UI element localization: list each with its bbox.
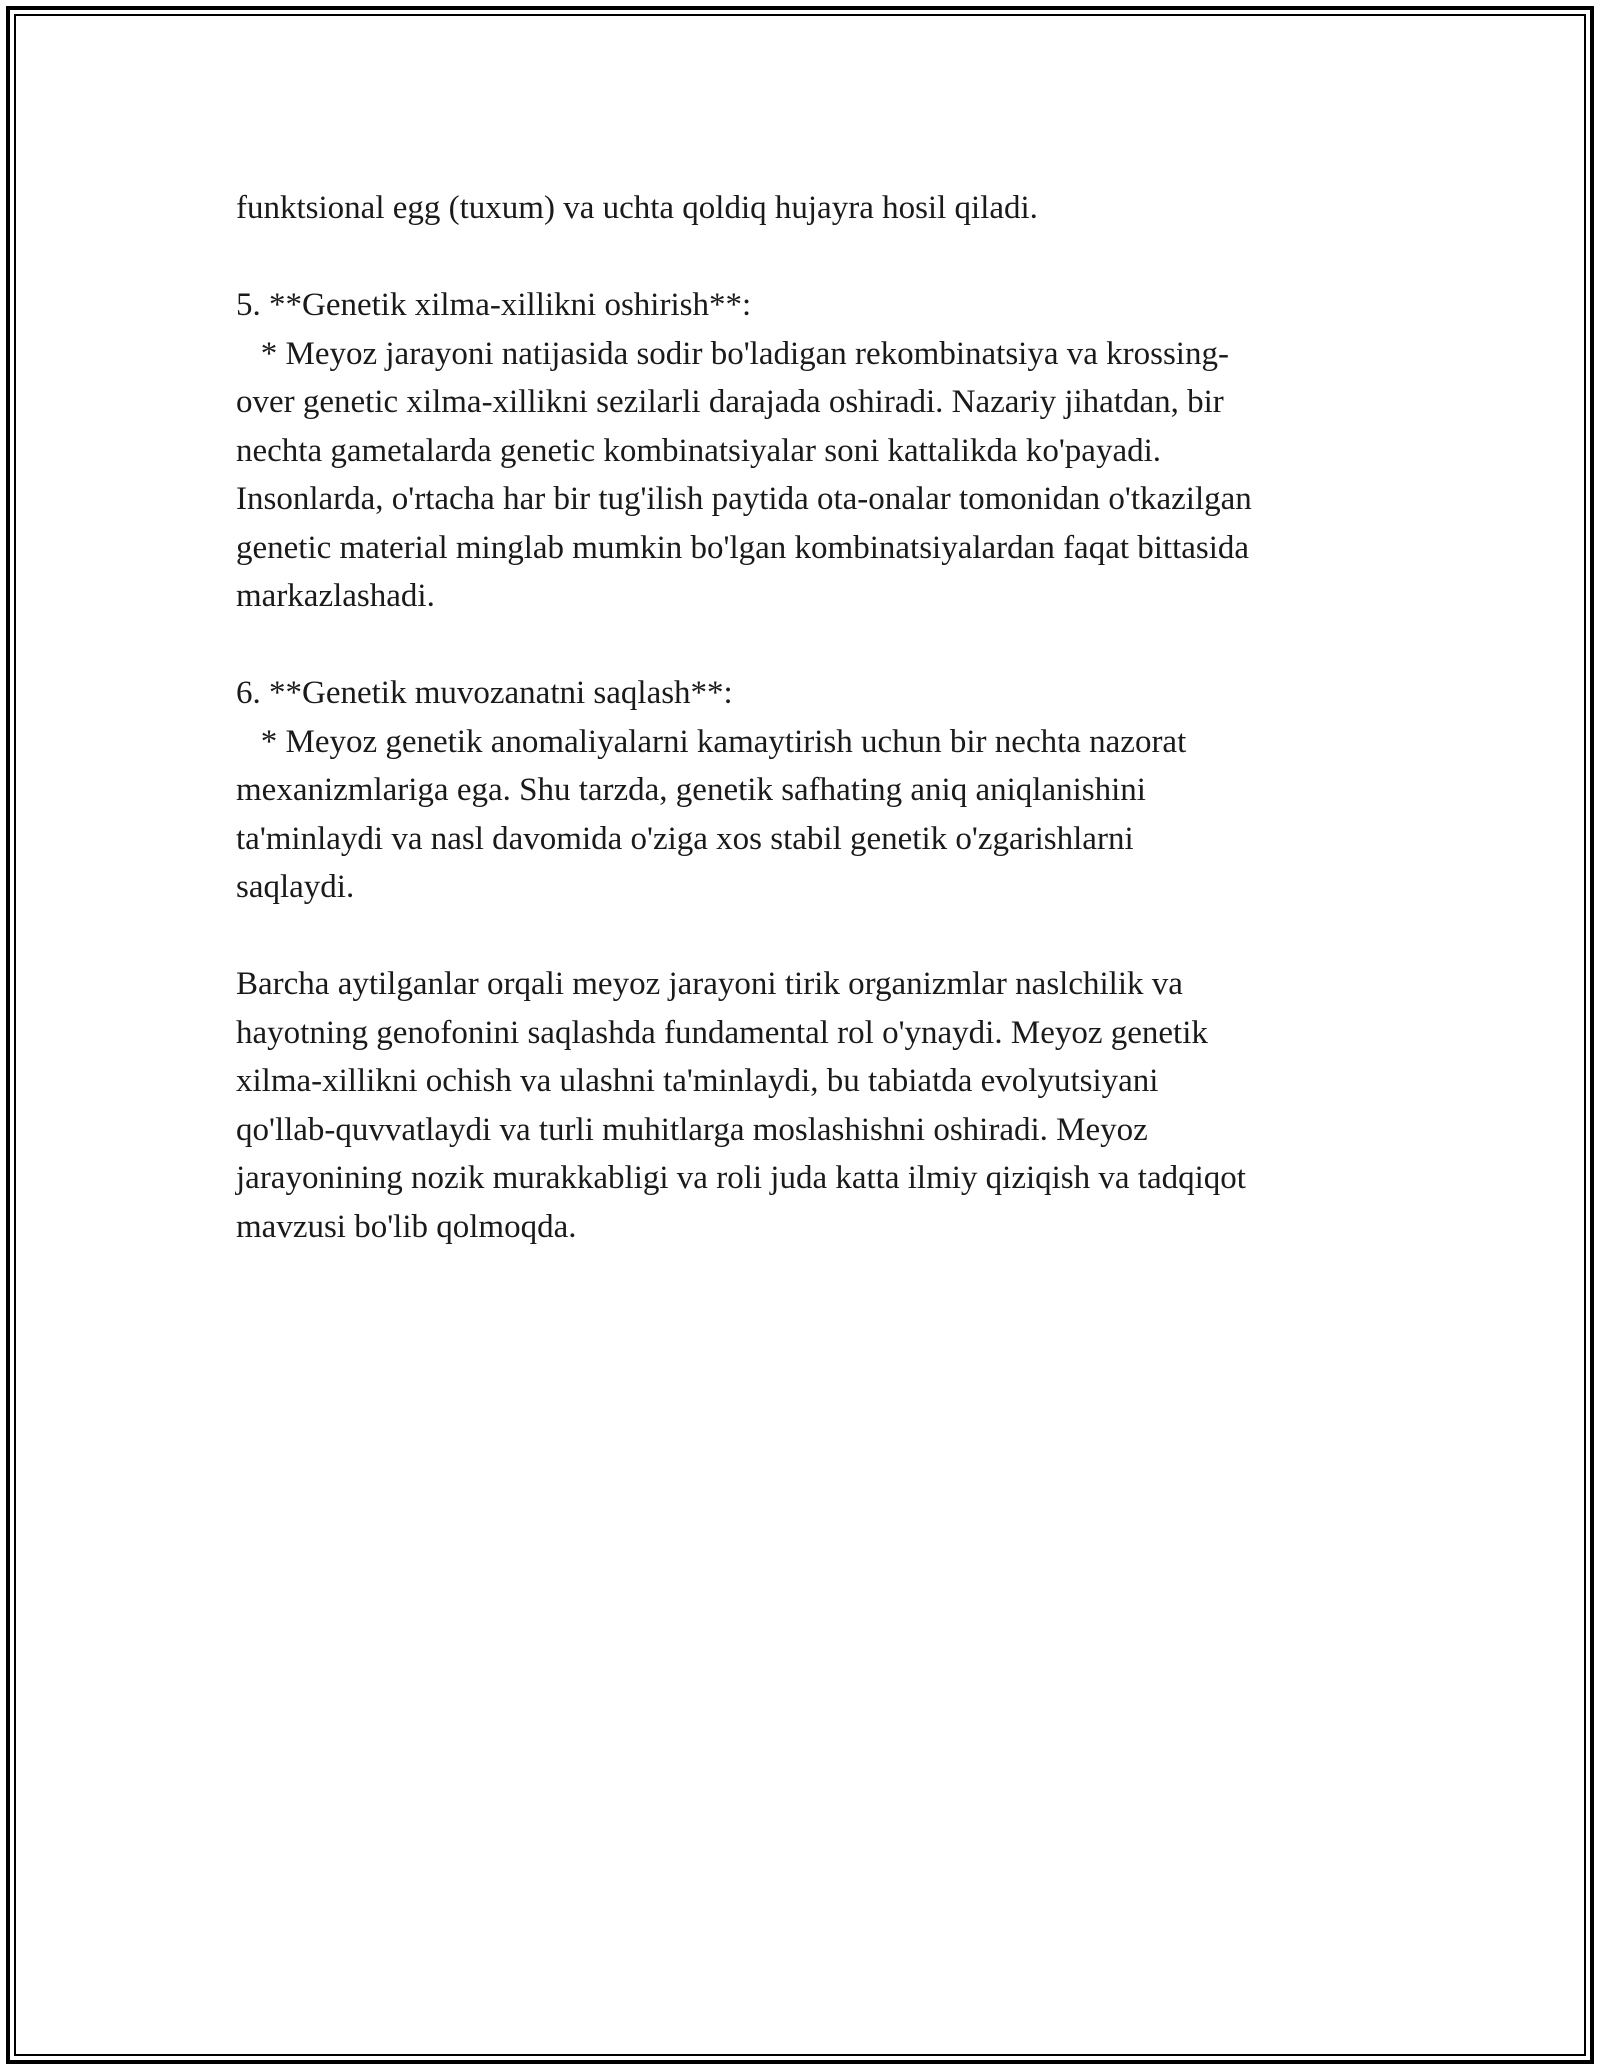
section-heading-6: 6. **Genetik muvozanatni saqlash**:	[236, 675, 733, 711]
conclusion-line: hayotning genofonini saqlashda fundamental rol o'ynaydi. Meyoz genetik	[236, 1014, 1208, 1051]
conclusion-line: jarayonining nozik murakkabligi va roli juda katta ilmiy qiziqish va tadqiqot	[236, 1160, 1246, 1196]
document-body	[236, 184, 1376, 1251]
text-line: mexanizmlariga ega. Shu tarzda, genetik safhating aniq aniqlanishini	[236, 772, 1146, 808]
conclusion-line: Barcha aytilganlar orqali meyoz jarayoni tirik organizmlar naslchilik va	[236, 966, 1183, 1002]
conclusion-line: mavzusi bo'lib qolmoqda.	[236, 1208, 577, 1245]
section-heading-5: 5. **Genetik xilma-xillikni oshirish**:	[236, 287, 752, 323]
text-line: * Meyoz genetik anomaliyalarni kamaytirish uchun bir nechta nazorat	[236, 723, 1187, 760]
text-line: over genetic xilma-xillikni sezilarli darajada oshiradi. Nazariy jihatdan, bir	[236, 384, 1224, 420]
text-line: genetic material minglab mumkin bo'lgan kombinatsiyalardan faqat bittasida	[236, 529, 1250, 566]
text-line: nechta gametalarda genetic kombinatsiyalar soni kattalikda ko'payadi.	[236, 432, 1162, 469]
text-line: markazlashadi.	[236, 578, 435, 614]
paragraph-gap	[236, 912, 1376, 961]
conclusion-line: qo'llab-quvvatlaydi va turli muhitlarga moslashishni oshiradi. Meyoz	[236, 1111, 1148, 1148]
text-line: Insonlarda, o'rtacha har bir tug'ilish paytida ota-onalar tomonidan o'tkazilgan	[236, 481, 1252, 517]
text-line: saqlaydi.	[236, 869, 355, 905]
paragraph-gap	[236, 233, 1376, 282]
text-line: funktsional egg (tuxum) va uchta qoldiq hujayra hosil qiladi.	[236, 190, 1038, 226]
text-line: * Meyoz jarayoni natijasida sodir bo'ladigan rekombinatsiya va krossing-	[236, 335, 1229, 372]
paragraph-gap	[236, 621, 1376, 670]
conclusion-line: xilma-xillikni ochish va ulashni ta'minlaydi, bu tabiatda evolyutsiyani	[236, 1063, 1159, 1099]
text-line: ta'minlaydi va nasl davomida o'ziga xos stabil genetik o'zgarishlarni	[236, 820, 1134, 857]
